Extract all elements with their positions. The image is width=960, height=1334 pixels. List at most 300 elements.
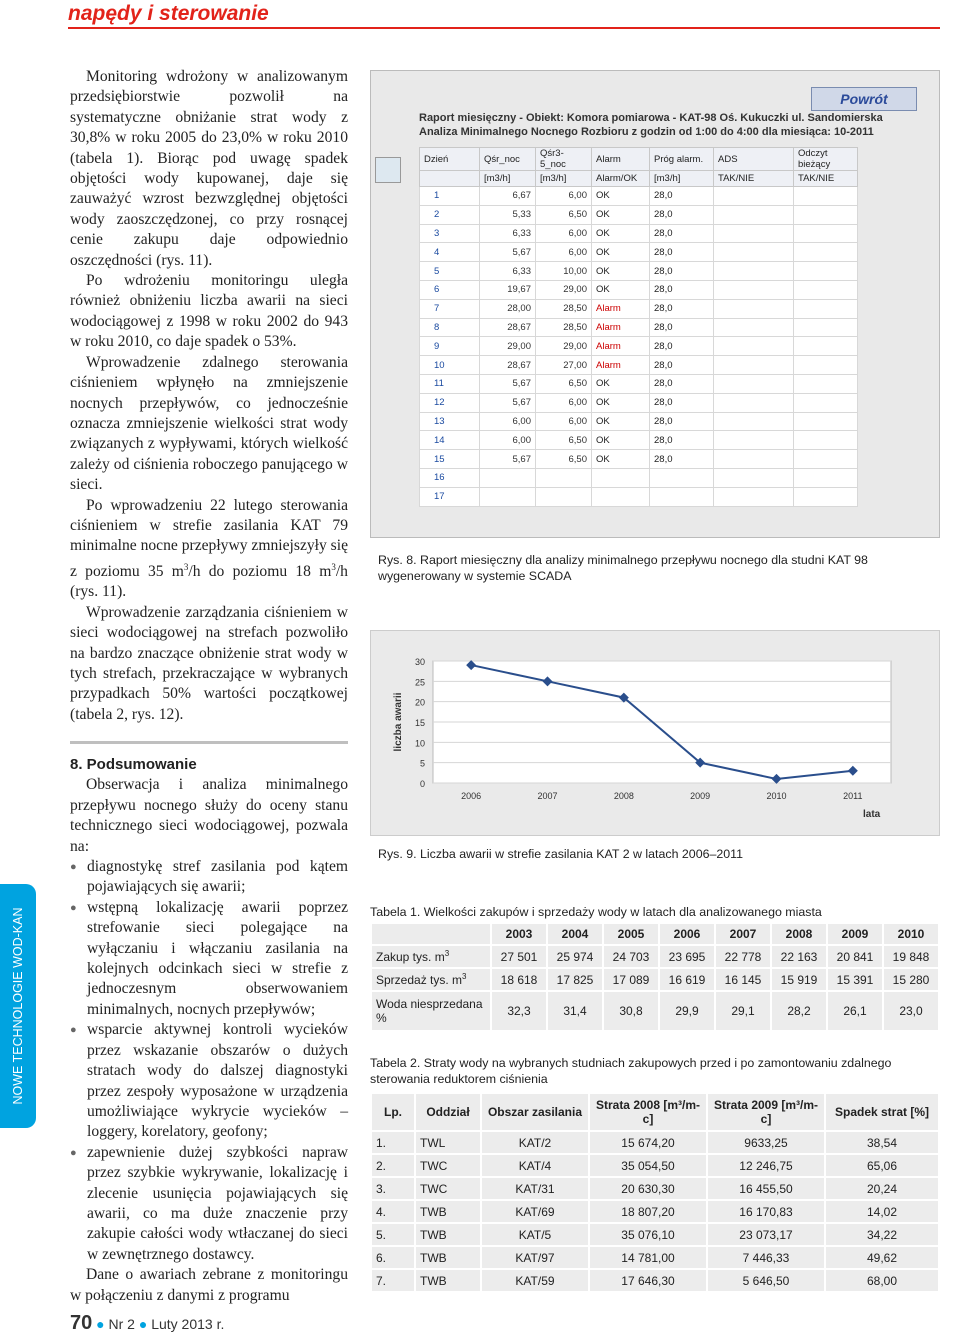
day-cell: 9	[420, 337, 480, 356]
bullet-item: ● wsparcie aktywnej kontroli wycieków przez wskazanie obszarów o dużych stratach wody do dalszej diagnostyki przez zespoły wyposażone w urządzenia umożliwiające wykrycie wycieków – loggery, korelatory, geofony;	[70, 1020, 348, 1142]
report-cell: 6,00	[536, 412, 592, 431]
report-cell	[536, 468, 592, 487]
report-cell: 29,00	[536, 280, 592, 299]
report-cell: OK	[592, 374, 650, 393]
table-cell: 34,22	[825, 1223, 939, 1246]
report-cell	[592, 468, 650, 487]
x-tick-label: 2010	[766, 791, 787, 801]
table-row	[371, 1154, 939, 1177]
figure-8-caption: Rys. 8. Raport miesięczny dla analizy minimalnego przepływu nocnego dla studni KAT 98 wygenerowany w systemie SCADA	[378, 553, 868, 583]
table-row	[371, 1269, 939, 1292]
report-header-row	[420, 148, 858, 171]
col-header: Próg alarm.	[650, 148, 714, 171]
report-cell: 6,00	[480, 412, 536, 431]
bullet-item: ● wstępną lokalizację awarii poprzez strefowanie sieci polegające na wyłączaniu i włączaniu zasilania na kolejnych odcinkach sieci w strefie z jednoczesnym obserwowaniem minimalnych, nocnych przepływów;	[70, 898, 348, 1020]
report-cell: 6,50	[536, 205, 592, 224]
table-row	[371, 968, 939, 991]
report-cell: 28,0	[650, 187, 714, 206]
table-cell: 16 170,83	[707, 1200, 825, 1223]
day-cell: 14	[420, 431, 480, 450]
report-cell	[794, 187, 858, 206]
day-cell: 2	[420, 205, 480, 224]
report-cell	[794, 412, 858, 431]
table-cell: 29,1	[715, 991, 771, 1031]
report-heading	[419, 111, 883, 139]
report-cell	[714, 187, 794, 206]
report-cell: 28,67	[480, 318, 536, 337]
report-cell: 19,67	[480, 280, 536, 299]
row-label-text: Zakup tys. m	[376, 950, 445, 964]
scada-report-figure	[370, 70, 940, 538]
report-cell: 28,0	[650, 431, 714, 450]
report-cell: 6,00	[480, 431, 536, 450]
report-row	[420, 187, 858, 206]
report-cell: 6,50	[536, 374, 592, 393]
col-header: Obszar zasilania	[481, 1093, 589, 1131]
report-cell: 28,0	[650, 356, 714, 375]
table-cell: 20,24	[825, 1177, 939, 1200]
report-cell	[480, 468, 536, 487]
col-header: ADS	[714, 148, 794, 171]
table-cell: KAT/97	[481, 1246, 589, 1269]
y-tick-label: 30	[414, 657, 425, 667]
table-cell: 28,2	[771, 991, 827, 1031]
p4-part-c: /h (rys. 11).	[70, 562, 348, 601]
report-row	[420, 487, 858, 506]
row-label-sup: 3	[462, 972, 467, 981]
day-cell: 12	[420, 393, 480, 412]
report-row	[420, 262, 858, 281]
table-cell: 24 703	[603, 945, 659, 968]
report-cell: OK	[592, 243, 650, 262]
table-cell: KAT/4	[481, 1154, 589, 1177]
report-cell	[794, 318, 858, 337]
x-tick-label: 2009	[690, 791, 711, 801]
table-row	[371, 1246, 939, 1269]
report-cell: 28,0	[650, 318, 714, 337]
table-cell: 5 646,50	[707, 1269, 825, 1292]
day-cell: 1	[420, 187, 480, 206]
table-cell: 15 674,20	[589, 1131, 707, 1154]
table-cell: 5.	[371, 1223, 415, 1246]
table-cell: KAT/69	[481, 1200, 589, 1223]
report-cell	[714, 205, 794, 224]
report-cell	[794, 356, 858, 375]
report-cell: 6,00	[536, 393, 592, 412]
table-cell: 9633,25	[707, 1131, 825, 1154]
report-cell	[650, 468, 714, 487]
report-row	[420, 318, 858, 337]
report-cell	[794, 299, 858, 318]
x-tick-label: 2007	[537, 791, 558, 801]
report-cell: 28,0	[650, 393, 714, 412]
left-column-bottom	[70, 755, 348, 1306]
unit-header: [m3/h]	[536, 171, 592, 187]
col-header: Spadek strat [%]	[825, 1093, 939, 1131]
report-cell	[794, 280, 858, 299]
table-cell: 35 054,50	[589, 1154, 707, 1177]
table-cell: 17 825	[547, 968, 603, 991]
report-cell	[714, 356, 794, 375]
report-cell: OK	[592, 393, 650, 412]
issue-date: Luty 2013 r.	[151, 1316, 225, 1332]
report-cell	[714, 412, 794, 431]
report-row	[420, 412, 858, 431]
report-table	[419, 147, 858, 507]
report-cell: OK	[592, 280, 650, 299]
table-cell: 16 455,50	[707, 1177, 825, 1200]
table-cell: 18 618	[491, 968, 547, 991]
report-cell: Alarm	[592, 318, 650, 337]
section-rule	[70, 741, 348, 744]
col-header: Alarm	[592, 148, 650, 171]
table-cell: KAT/2	[481, 1131, 589, 1154]
table-cell: 4.	[371, 1200, 415, 1223]
table-cell: 14,02	[825, 1200, 939, 1223]
table-cell: 15 919	[771, 968, 827, 991]
report-cell	[794, 337, 858, 356]
report-cell: OK	[592, 431, 650, 450]
table-cell: TWB	[415, 1269, 481, 1292]
report-cell: 5,67	[480, 374, 536, 393]
y-tick-label: 5	[419, 758, 425, 769]
report-cell: 28,0	[650, 450, 714, 469]
x-tick-label: 2011	[843, 791, 863, 801]
paragraph-2: Po wdrożeniu monitoringu uległa również obniżeniu liczba awarii na sieci wodociągowej z 1998 w roku 2002 do 943 w roku 2010, co daje spadek o 53%.	[70, 272, 348, 351]
report-row	[420, 468, 858, 487]
y-tick-label: 15	[414, 718, 425, 728]
table-row	[371, 1200, 939, 1223]
row-label	[371, 945, 491, 968]
p4-part-b: /h do poziomu 18 m	[188, 562, 332, 580]
report-cell: 6,00	[536, 187, 592, 206]
table-cell: 20 841	[827, 945, 883, 968]
report-cell	[794, 393, 858, 412]
year-header: 2004	[547, 923, 603, 945]
table-row	[371, 1223, 939, 1246]
report-row	[420, 280, 858, 299]
separator-dot: ●	[138, 1316, 148, 1332]
table-cell: TWC	[415, 1154, 481, 1177]
report-row	[420, 393, 858, 412]
table-cell: TWL	[415, 1131, 481, 1154]
paragraph-4	[70, 496, 348, 603]
sup-3b: 3	[331, 561, 336, 572]
year-header: 2009	[827, 923, 883, 945]
y-axis-label: liczba awarii	[393, 692, 404, 752]
year-header: 2005	[603, 923, 659, 945]
table-cell: 65,06	[825, 1154, 939, 1177]
section-title: 8. Podsumowanie	[70, 756, 197, 773]
category-sidebar	[0, 884, 36, 1128]
table-header-row	[371, 923, 939, 945]
report-row	[420, 299, 858, 318]
row-label-sup: 3	[444, 949, 450, 958]
page-number: 70	[70, 1312, 93, 1334]
table-cell: 15 280	[883, 968, 939, 991]
report-cell	[714, 262, 794, 281]
report-cell	[714, 299, 794, 318]
report-row	[420, 450, 858, 469]
table-cell: 17 646,30	[589, 1269, 707, 1292]
chart-icon[interactable]	[375, 157, 401, 183]
table-header-row	[371, 1093, 939, 1131]
report-cell	[794, 374, 858, 393]
report-title: Raport miesięczny - Obiekt: Komora pomiarowa - KAT-98 Oś. Kukuczki ul. Sandomierska	[419, 112, 883, 124]
report-row	[420, 243, 858, 262]
col-header: Dzień	[420, 148, 480, 171]
table-cell: 15 391	[827, 968, 883, 991]
table-cell: 6.	[371, 1246, 415, 1269]
sidebar-label: NOWE TECHNOLOGIE WOD-KAN	[11, 907, 25, 1105]
unit-header: Alarm/OK	[592, 171, 650, 187]
report-cell: Alarm	[592, 356, 650, 375]
report-cell	[714, 468, 794, 487]
report-cell: 6,33	[480, 262, 536, 281]
report-cell: Alarm	[592, 299, 650, 318]
report-cell	[794, 224, 858, 243]
table-cell: 7.	[371, 1269, 415, 1292]
unit-header: [m3/h]	[480, 171, 536, 187]
report-cell: 5,33	[480, 205, 536, 224]
table-cell: 23 073,17	[707, 1223, 825, 1246]
y-tick-label: 20	[414, 697, 425, 708]
report-row	[420, 374, 858, 393]
report-cell: 5,67	[480, 393, 536, 412]
empty-header	[371, 923, 491, 945]
table-cell: 22 778	[715, 945, 771, 968]
table-cell: 2.	[371, 1154, 415, 1177]
report-cell: 6,50	[536, 431, 592, 450]
table-row	[371, 991, 939, 1031]
report-cell: 6,00	[536, 243, 592, 262]
p4-part-a: Po wprowadzeniu 22 lutego sterowania ciśnieniem w strefie zasilania KAT 79 minimalne nocne przepływy zmniejszyły się z poziomu 35 m	[70, 496, 349, 580]
table-cell: 12 246,75	[707, 1154, 825, 1177]
report-cell: 28,0	[650, 280, 714, 299]
table-cell: 18 807,20	[589, 1200, 707, 1223]
unit-header: TAK/NIE	[714, 171, 794, 187]
report-cell: 27,00	[536, 356, 592, 375]
y-tick-label: 10	[414, 738, 425, 749]
report-cell: 6,00	[536, 224, 592, 243]
report-cell	[794, 243, 858, 262]
day-cell: 7	[420, 299, 480, 318]
unit-header: [m3/h]	[650, 171, 714, 187]
sup-3: 3	[183, 561, 189, 572]
day-cell: 5	[420, 262, 480, 281]
table-cell: KAT/59	[481, 1269, 589, 1292]
table-cell: 23,0	[883, 991, 939, 1031]
table-cell: TWB	[415, 1200, 481, 1223]
report-cell: OK	[592, 205, 650, 224]
paragraph-1: Monitoring wdrożony w analizowanym przedsiębiorstwie pozwolił na systematyczne obniżanie strat wody z 30,8% w roku 2005 do 23,0% w roku 2010 (tabela 1). Biorąc pod uwagę spadek objętości wody kupowanej, daje się zauważyć wzrost bezwzględnej objętości wody zaoszczędzonej, co przy rosnącej cenie zakupu daje odpowiednio oszczędności (rys. 11).	[70, 68, 348, 269]
x-axis-label: lata	[863, 809, 881, 820]
col-header: Odczyt bieżący	[794, 148, 858, 171]
col-header: Oddział	[415, 1093, 481, 1131]
year-header: 2007	[715, 923, 771, 945]
table-row	[371, 945, 939, 968]
report-cell: OK	[592, 262, 650, 281]
col-header: Strata 2009 [m³/m-c]	[707, 1093, 825, 1131]
report-cell: 28,0	[650, 224, 714, 243]
table-cell: KAT/5	[481, 1223, 589, 1246]
report-cell	[650, 487, 714, 506]
report-cell	[794, 431, 858, 450]
report-cell: 28,0	[650, 262, 714, 281]
col-header: Qśr_noc	[480, 148, 536, 171]
report-cell: OK	[592, 450, 650, 469]
issue-number: Nr 2	[108, 1316, 135, 1332]
table-2-caption: Tabela 2. Straty wody na wybranych studniach zakupowych przed i po zamontowaniu zdalnego sterowania reduktorem ciśnienia	[370, 1056, 892, 1086]
report-cell: 6,50	[536, 450, 592, 469]
day-cell: 15	[420, 450, 480, 469]
report-subtitle: Analiza Minimalnego Nocnego Rozbioru z godzin od 1:00 do 4:00 dla miesiąca: 10-2011	[419, 126, 874, 138]
paragraph-3: Wprowadzenie zdalnego sterowania ciśnieniem wpłynęło na zmniejszenie nocnych przepływów, co jednocześnie oznacza zmniejszenie wielkości strat wody związanych z wypływami, których wielkość zależy od ciśnienia roboczego panującego w sieci.	[70, 353, 348, 494]
report-cell	[794, 262, 858, 281]
figure-9-caption: Rys. 9. Liczba awarii w strefie zasilania KAT 2 w latach 2006–2011	[378, 847, 744, 861]
table-cell: 16 619	[659, 968, 715, 991]
table-cell: 14 781,00	[589, 1246, 707, 1269]
day-cell: 17	[420, 487, 480, 506]
x-tick-label: 2008	[613, 791, 634, 801]
bullet-item: ● diagnostykę stref zasilania pod kątem pojawiających się awarii;	[70, 857, 348, 898]
col-header: Qśr3-5_noc	[536, 148, 592, 171]
report-cell	[714, 431, 794, 450]
day-cell: 3	[420, 224, 480, 243]
report-cell: OK	[592, 187, 650, 206]
table-1-caption: Tabela 1. Wielkości zakupów i sprzedaży wody w latach dla analizowanego miasta	[370, 905, 822, 919]
report-cell	[536, 487, 592, 506]
failures-chart	[370, 630, 940, 836]
header-rule	[68, 27, 940, 29]
report-row	[420, 356, 858, 375]
report-cell	[714, 450, 794, 469]
table-cell: 17 089	[603, 968, 659, 991]
year-header: 2010	[883, 923, 939, 945]
report-row	[420, 337, 858, 356]
report-cell	[714, 337, 794, 356]
day-cell: 11	[420, 374, 480, 393]
report-cell	[794, 205, 858, 224]
table-cell: 26,1	[827, 991, 883, 1031]
table-cell: 29,9	[659, 991, 715, 1031]
report-cell: 28,50	[536, 299, 592, 318]
x-tick-label: 2006	[461, 791, 482, 801]
row-label-text: Sprzedaż tys. m	[376, 973, 463, 987]
page-footer	[70, 1312, 224, 1334]
report-cell: 10,00	[536, 262, 592, 281]
report-cell: 28,0	[650, 374, 714, 393]
separator-dot: ●	[96, 1316, 105, 1332]
bullet-list	[70, 857, 348, 1265]
table-row	[371, 1177, 939, 1200]
table-cell: TWB	[415, 1246, 481, 1269]
report-cell: 29,00	[536, 337, 592, 356]
report-cell: 28,0	[650, 243, 714, 262]
report-body	[420, 187, 858, 507]
report-row	[420, 205, 858, 224]
day-cell: 13	[420, 412, 480, 431]
table-cell: 7 446,33	[707, 1246, 825, 1269]
report-cell: 28,0	[650, 205, 714, 224]
report-cell: 28,50	[536, 318, 592, 337]
day-cell: 16	[420, 468, 480, 487]
table-cell: 30,8	[603, 991, 659, 1031]
table-row	[371, 1131, 939, 1154]
report-cell	[714, 280, 794, 299]
day-cell: 4	[420, 243, 480, 262]
report-cell	[714, 243, 794, 262]
y-tick-label: 25	[414, 677, 425, 688]
report-cell	[480, 487, 536, 506]
table-cell: 16 145	[715, 968, 771, 991]
table-cell: 32,3	[491, 991, 547, 1031]
table-cell: TWC	[415, 1177, 481, 1200]
report-cell: Alarm	[592, 337, 650, 356]
table-cell: 27 501	[491, 945, 547, 968]
table-cell: 38,54	[825, 1131, 939, 1154]
bullet-item: ● zapewnienie dużej szybkości napraw przez szybkie wykrywanie, lokalizację i zlecenie usunięcia pojawiających się awarii, co ma duże znaczenie przy zakupie całości wody wtłaczanej do sieci w zewnętrznego dostawcy.	[70, 1143, 348, 1265]
col-header: Lp.	[371, 1093, 415, 1131]
report-cell: 28,67	[480, 356, 536, 375]
section-header: napędy i sterowanie	[68, 2, 269, 25]
report-cell	[794, 468, 858, 487]
table-cell: 23 695	[659, 945, 715, 968]
report-cell: 29,00	[480, 337, 536, 356]
report-cell	[794, 450, 858, 469]
col-header: Strata 2008 [m³/m-c]	[589, 1093, 707, 1131]
report-cell: OK	[592, 412, 650, 431]
report-cell: 6,67	[480, 187, 536, 206]
table-cell: 31,4	[547, 991, 603, 1031]
report-cell	[714, 487, 794, 506]
summary-closing: Dane o awariach zebrane z monitoringu w połączeniu z danymi z programu	[70, 1266, 348, 1304]
day-cell: 8	[420, 318, 480, 337]
purchase-sales-table	[370, 922, 940, 1032]
report-units-row	[420, 171, 858, 187]
report-cell	[794, 487, 858, 506]
report-cell	[714, 393, 794, 412]
report-cell: 28,0	[650, 412, 714, 431]
report-cell: OK	[592, 224, 650, 243]
table-cell: 22 163	[771, 945, 827, 968]
report-cell	[714, 224, 794, 243]
report-row	[420, 224, 858, 243]
table-cell: 49,62	[825, 1246, 939, 1269]
report-cell: 5,67	[480, 243, 536, 262]
table-cell: 25 974	[547, 945, 603, 968]
left-column-top	[70, 67, 348, 725]
report-cell	[592, 487, 650, 506]
summary-intro: Obserwacja i analiza minimalnego przepływu nocnego służy do oceny stanu technicznego sieci wodociągowej, pozwala na:	[70, 776, 348, 855]
paragraph-5: Wprowadzenie zarządzania ciśnieniem w sieci wodociągowej na strefach pozwoliło na bardzo znaczące obniżenie strat wody w tych strefach, przekraczające w wybranych przypadkach 50% wartości początkowej (tabela 2, rys. 12).	[70, 603, 348, 723]
report-cell: 28,0	[650, 299, 714, 318]
report-cell: 6,33	[480, 224, 536, 243]
table-cell: 68,00	[825, 1269, 939, 1292]
report-cell: 5,67	[480, 450, 536, 469]
report-cell: 28,0	[650, 337, 714, 356]
row-label	[371, 968, 491, 991]
table-cell: 35 076,10	[589, 1223, 707, 1246]
table-cell: 20 630,30	[589, 1177, 707, 1200]
day-cell: 6	[420, 280, 480, 299]
row-label: Woda niesprzedana %	[371, 991, 491, 1031]
back-button[interactable]: Powrót	[811, 87, 917, 111]
table-cell: 3.	[371, 1177, 415, 1200]
year-header: 2006	[659, 923, 715, 945]
report-cell	[714, 374, 794, 393]
year-header: 2008	[771, 923, 827, 945]
